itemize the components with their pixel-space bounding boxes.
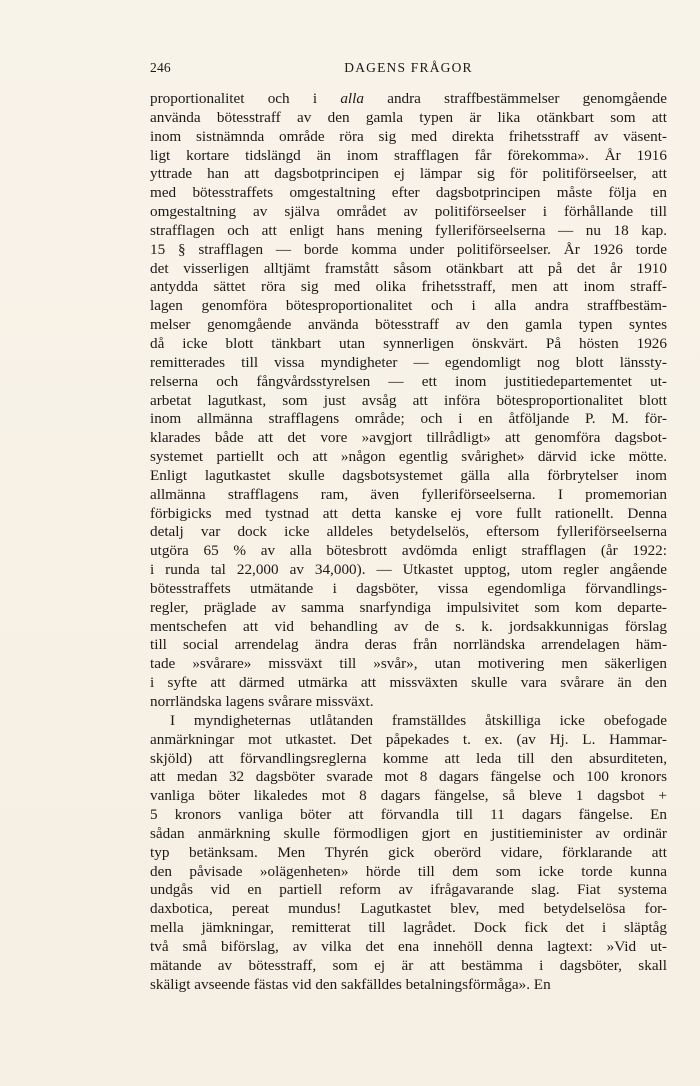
text-line: Enligt lagutkastet skulle dagsbotsystemet gälla alla förbrytelser inom: [150, 466, 667, 484]
text-line: i syfte att därmed utmärka att missväxten skulle vara svårare än den: [150, 674, 667, 692]
running-head: [150, 60, 667, 80]
text-line: systemet partiellt och att »någon egentlig svårighet» därvid icke mötte.: [150, 448, 667, 466]
text-line: melser genomgående använda bötesstraff av den gamla typen syntes: [150, 316, 667, 334]
text-line: förbigicks med tystnad att detta kanske ej vore fullt rationellt. Denna: [150, 504, 667, 522]
text-line: att medan 32 dagsböter svarade mot 8 dagars fängelse och 100 kronors: [150, 768, 667, 786]
text-line: använda bötesstraff av den gamla typen är lika otänkbart som att: [150, 108, 667, 126]
text-line: inom allmänna strafflagens område; och i en åtföljande P. M. för-: [150, 410, 667, 428]
body-text: [150, 90, 667, 995]
text-line: tade »svårare» missväxt till »svår», utan motivering men säkerligen: [150, 655, 667, 673]
text-line: i runda tal 22,000 av 34,000). — Utkastet upptog, utom regler angående: [150, 561, 667, 579]
text-line: skäligt avseende fästas vid den sakfälldes betalningsförmåga». En: [150, 975, 551, 993]
text-line: till social arrendelag ändra deras från norrländska arrendelagen häm-: [150, 636, 667, 654]
text-line: norrländska lagens svårare missväxt.: [150, 693, 374, 710]
text-line: daxbotica, pereat mundus! Lagutkastet blev, med betydelselösa for-: [150, 900, 667, 918]
text-line: då icke blott tänkbart utan synnerligen önskvärt. På hösten 1926: [150, 334, 667, 352]
text-line: anmärkningar mot utkastet. Det påpekades t. ex. (av Hj. L. Hammar-: [150, 730, 667, 748]
text-line: 5 kronors vanliga böter att förvandla till 11 dagars fängelse. En: [150, 806, 667, 824]
text-line: arbetat lagutkast, som just avsåg att införa bötesproportionalitet blott: [150, 391, 667, 409]
text-line: omgestaltning av själva området av politiförseelser i förhållande till: [150, 203, 667, 221]
text-line: undgås vid en partiell reform av ifrågavarande slag. Fiat systema: [150, 881, 667, 899]
text-line: typ betänksam. Men Thyrén gick oberörd vidare, förklarande att: [150, 843, 667, 861]
text-line: regler, präglade av samma snarfyndiga impulsivitet som kom departe-: [150, 598, 667, 616]
text-line: inom sistnämnda område röra sig med direkta frihetsstraff av väsent-: [150, 127, 667, 145]
text-line: två små biförslag, av vilka det ena innehöll denna lagtext: »Vid ut-: [150, 937, 667, 955]
text-line: skjöld) att förvandlingsreglerna komme att leda till den absurditeten,: [150, 749, 667, 767]
running-title: DAGENS FRÅGOR: [344, 60, 473, 75]
text-line: sådan anmärkning skulle förmodligen gjort en justitieminister av ordinär: [150, 824, 667, 842]
emphasis: alla: [340, 90, 364, 107]
text-line: den påvisade »olägenheten» hörde till dem som icke torde kunna: [150, 862, 667, 880]
text-line: med bötesstraffets omgestaltning efter dagsbotprincipen måste följa en: [150, 184, 667, 202]
page-number: 246: [150, 60, 171, 75]
text-line: mentschefen att vid behandling av de s. k. jordsakkunnigas förslag: [150, 617, 667, 635]
text-line: yttrade han att dagsbotprincipen ej lämpar sig för politiförseelser, att: [150, 165, 667, 183]
text-line: allmänna strafflagens ram, även fylleriförseelserna. I promemorian: [150, 485, 667, 503]
text-line: proportionalitet och i alla andra straffbestämmelser genomgående: [150, 90, 667, 107]
text-line: remitterades till vissa myndigheter — egendomligt nog blott länssty-: [150, 353, 667, 371]
text-line: ligt kortare tidslängd än inom strafflagen får förekomma». År 1916: [150, 146, 667, 164]
text-line: relserna och fångvårdsstyrelsen — ett inom justitiedepartementet ut-: [150, 372, 667, 390]
text-line: vanliga böter likaledes mot 8 dagars fängelse, så bleve 1 dagsbot +: [150, 787, 667, 805]
text-line: mella jämkningar, remitterat till lagrådet. Dock fick det i släptåg: [150, 919, 667, 937]
text-line: I myndigheternas utlåtanden framställdes åtskilliga icke obefogade: [170, 711, 667, 729]
text-line: klarades både att det vore »avgjort tillrådligt» att genomföra dagsbot-: [150, 429, 667, 447]
text-line: det visserligen alltjämt framstått såsom otänkbart att på det år 1910: [150, 259, 667, 277]
text-line: strafflagen och att enligt hans mening fylleriförseelserna — nu 18 kap.: [150, 221, 667, 239]
text-line: mätande av bötesstraff, som ej är att bestämma i dagsböter, skall: [150, 956, 667, 974]
text-line: utgöra 65 % av alla bötesbrott avdömda enligt strafflagen (år 1922:: [150, 542, 667, 560]
text-line: antydda sättet röra sig med olika frihetsstraff, men att inom straff-: [150, 278, 667, 296]
text-line: lagen genomföra bötesproportionalitet och i alla andra straffbestäm-: [150, 297, 667, 315]
text-line: bötesstraffets utmätande i dagsböter, vissa egendomliga förvandlings-: [150, 579, 667, 597]
text-line: detalj var dock icke alldeles betydelselös, eftersom fylleriförseelserna: [150, 523, 667, 541]
text-line: 15 § strafflagen — borde komma under politiförseelser. År 1926 torde: [150, 240, 667, 258]
